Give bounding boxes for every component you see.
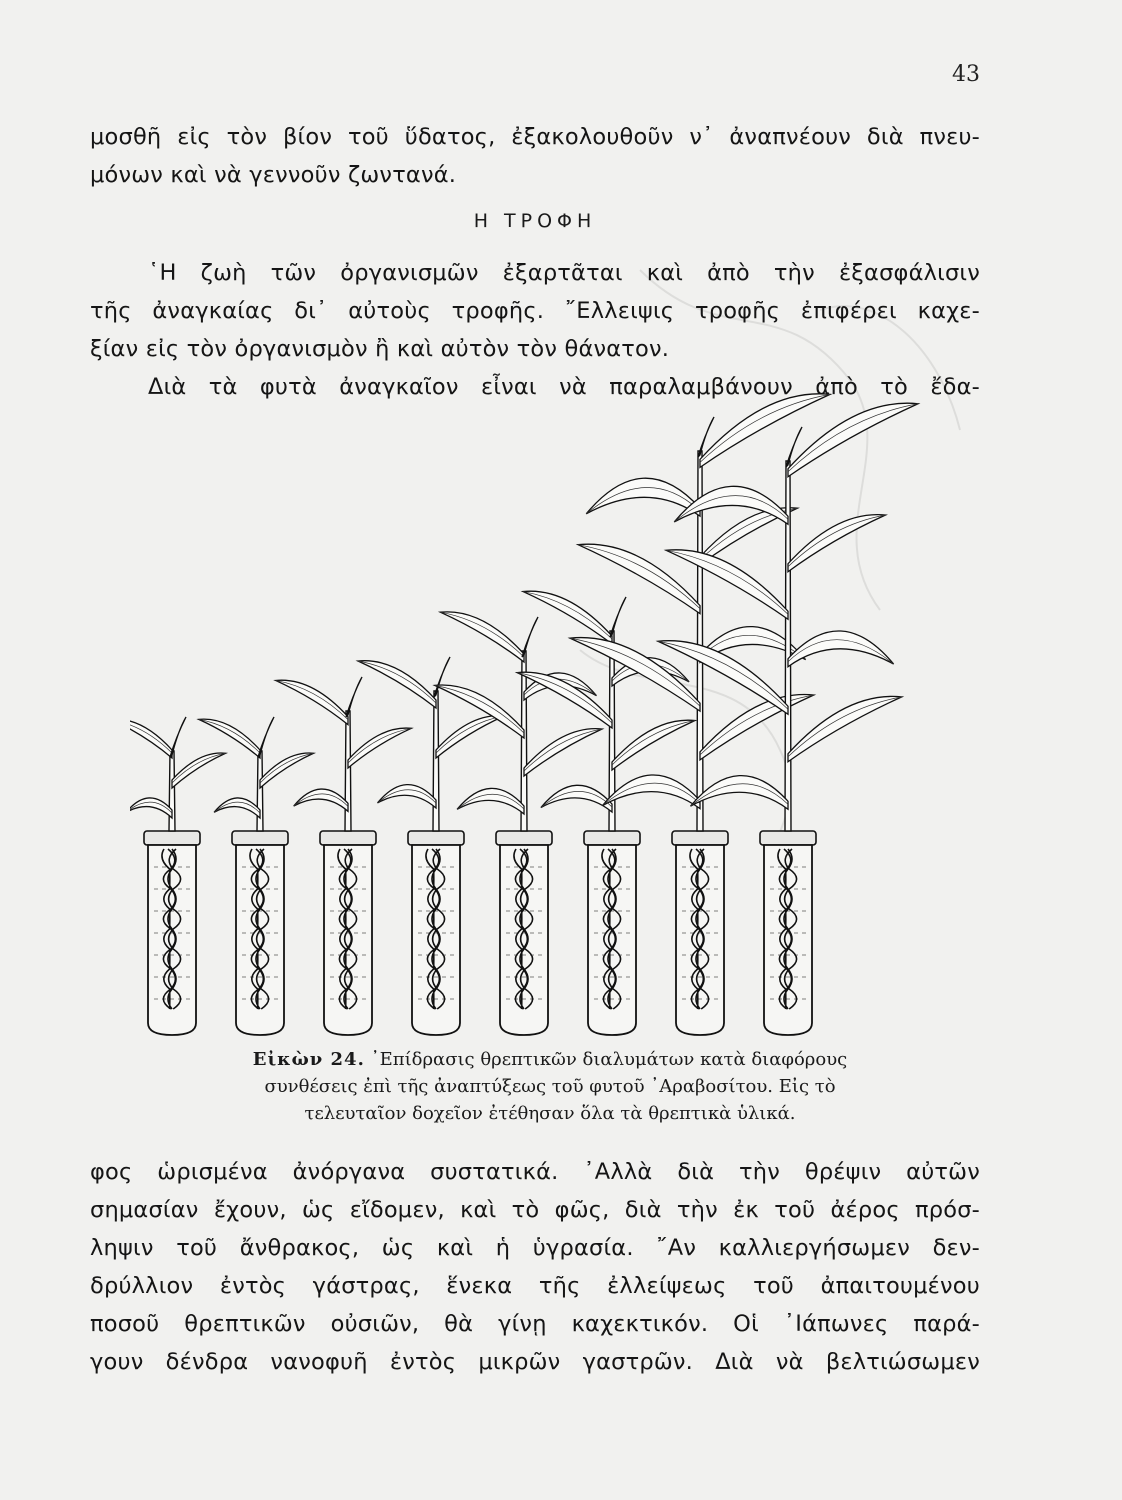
corn-leaf	[199, 719, 260, 758]
caption-line: συνθέσεις ἐπὶ τῆς ἀναπτύξεως τοῦ φυτοῦ ᾽Αραβοσίτου. Εἰς τὸ	[264, 1076, 836, 1097]
glass-tube	[676, 845, 724, 1035]
glass-tube	[500, 845, 548, 1035]
glass-tube	[588, 845, 636, 1035]
text-line: τῆς ἀναγκαίας δι᾽ αὐτοὺς τροφῆς. ῎Ελλειψις τροφῆς ἐπιφέρει καχε-	[90, 298, 980, 324]
figure-caption	[170, 1046, 930, 1127]
glass-tube	[324, 845, 372, 1035]
text-line: μόνων καὶ νὰ γεννοῦν ζωντανά.	[90, 162, 457, 188]
tube-stopper	[144, 831, 200, 845]
text-line: Διὰ τὰ φυτὰ ἀναγκαῖον εἶναι νὰ παραλαμβάνουν ἀπὸ τὸ ἔδα-	[148, 374, 980, 400]
tube-stopper	[672, 831, 728, 845]
text-line: ληψιν τοῦ ἄνθρακος, ὡς καὶ ἡ ὑγρασία. ῎Αν καλλιεργήσωμεν δεν-	[90, 1235, 980, 1261]
corn-leaf-tip	[346, 677, 362, 717]
glass-tube	[412, 845, 460, 1035]
test-tube-with-plant	[358, 657, 504, 1035]
tube-stopper	[760, 831, 816, 845]
top-paragraph	[90, 118, 980, 194]
intro-paragraph	[90, 254, 980, 406]
corn-leaf	[586, 478, 700, 516]
tube-stopper	[496, 831, 552, 845]
corn-leaf-tip	[610, 597, 626, 637]
corn-leaf	[612, 720, 695, 770]
corn-leaf	[788, 696, 902, 761]
corn-leaf	[524, 729, 602, 776]
text-line: γουν δένδρα νανοφυῆ ἐντὸς μικρῶν γαστρῶν. Διὰ νὰ βελτιώσωμεν	[90, 1349, 980, 1375]
corn-leaf	[358, 661, 436, 708]
corn-leaf	[523, 591, 612, 644]
test-tube-with-plant	[276, 677, 412, 1035]
corn-leaf	[788, 403, 918, 477]
plant-stem	[345, 711, 351, 831]
text-line: ῾Η ζωὴ τῶν ὀργανισμῶν ἐξαρτᾶται καὶ ἀπὸ τὴν ἐξασφάλισιν	[148, 260, 980, 286]
corn-leaf	[260, 753, 314, 788]
glass-tube	[236, 845, 284, 1035]
caption-line: τελευταῖον δοχεῖον ἐτέθησαν ὅλα τὰ θρεπτικὰ ὑλικά.	[304, 1103, 796, 1124]
corn-leaf-tip	[258, 717, 274, 757]
tube-stopper	[232, 831, 288, 845]
text-line: σημασίαν ἔχουν, ὡς εἴδομεν, καὶ τὸ φῶς, διὰ τὴν ἐκ τοῦ ἀέρος πρόσ-	[90, 1197, 980, 1223]
corn-leaf	[435, 685, 524, 738]
bottom-paragraph	[90, 1153, 980, 1381]
corn-leaf	[436, 716, 504, 758]
glass-tube	[764, 845, 812, 1035]
text-line: μοσθῆ εἰς τὸν βίον τοῦ ὕδατος, ἐξακολουθοῦν ν᾽ ἀναπνέουν διὰ πνευ-	[90, 124, 980, 150]
corn-leaf	[788, 631, 894, 667]
plant-stem	[433, 691, 439, 831]
corn-leaf	[214, 798, 260, 818]
page-number: 43	[952, 62, 980, 87]
corn-leaf-tip	[170, 717, 186, 757]
tube-stopper	[584, 831, 640, 845]
tube-stopper	[408, 831, 464, 845]
text-line: φος ὡρισμένα ἀνόργανα συστατικά. ᾽Αλλὰ διὰ τὴν θρέψιν αὐτῶν	[90, 1159, 980, 1185]
corn-leaf	[172, 753, 226, 788]
plant-stem	[257, 751, 263, 831]
corn-leaf	[666, 550, 788, 619]
figure-corn-plants-illustration	[130, 390, 970, 1045]
text-line: δρύλλιον ἐντὸς γάστρας, ἕνεκα τῆς ἐλλείψεως τοῦ ἀπαιτουμένου	[90, 1273, 980, 1299]
test-tube-with-plant	[199, 717, 314, 1035]
plant-stem	[169, 751, 175, 831]
corn-leaf	[348, 728, 411, 768]
tube-stopper	[320, 831, 376, 845]
text-line: ξίαν εἰς τὸν ὀργανισμὸν ἢ καὶ αὐτὸν τὸν θάνατον.	[90, 336, 670, 362]
corn-leaf	[440, 612, 524, 662]
test-tube-with-plant	[130, 717, 226, 1035]
section-heading: Η ΤΡΟΦΗ	[473, 210, 597, 232]
corn-leaf-tip	[522, 617, 538, 657]
caption-label: Εἰκὼν 24.	[252, 1049, 365, 1070]
corn-leaf	[276, 680, 348, 725]
caption-line: ᾽Επίδρασις θρεπτικῶν διαλυμάτων κατὰ διαφόρους	[370, 1049, 848, 1070]
glass-tube	[148, 845, 196, 1035]
corn-leaf	[130, 719, 172, 758]
text-line: ποσοῦ θρεπτικῶν οὐσιῶν, θὰ γίνῃ καχεκτικόν. Οἱ ᾽Ιάπωνες παρά-	[90, 1311, 980, 1337]
corn-leaf	[788, 515, 886, 572]
